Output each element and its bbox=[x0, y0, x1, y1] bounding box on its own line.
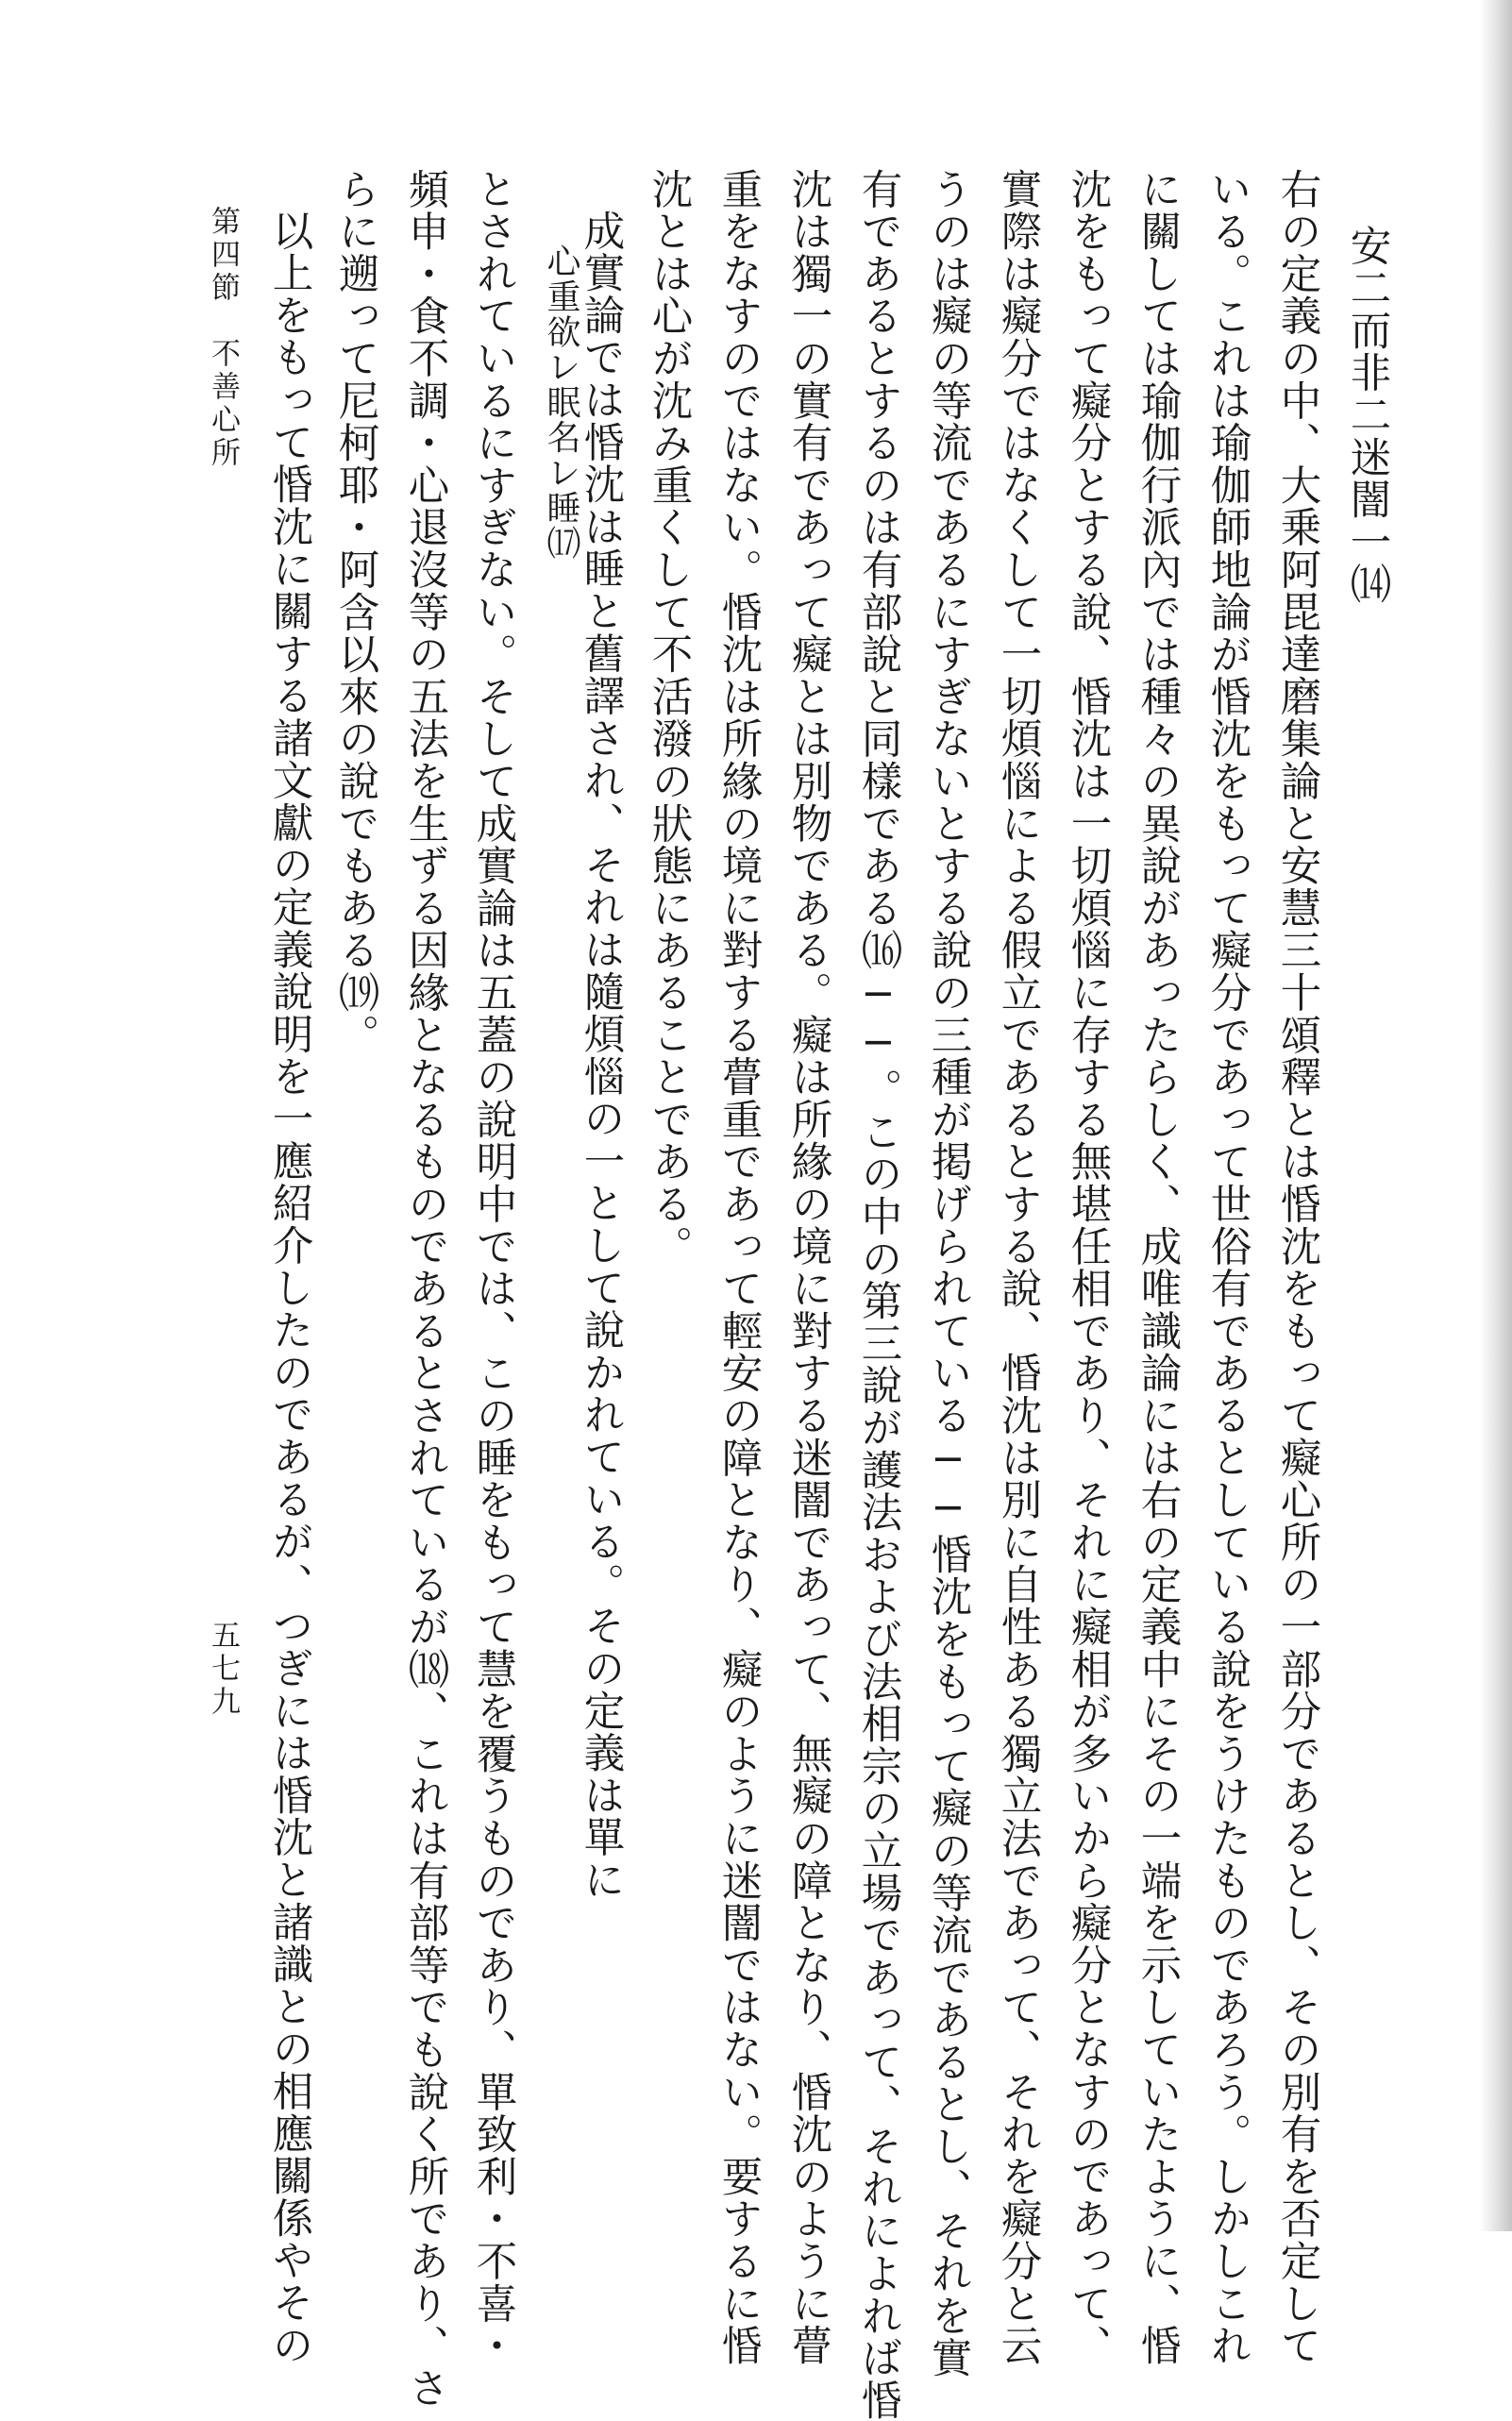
text-column-3: に關しては瑜伽行派內では種々の異說があったらしく、成唯識論には右の定義中にその一端を示していたように、惛 bbox=[1134, 168, 1182, 2367]
text-column-5: 實際は癡分ではなくして一切煩惱による假立であるとする說、惛沈は別に自性ある獨立法であって、それを癡分と云 bbox=[994, 168, 1042, 2367]
text-column-7: 有であるとするのは有部說と同樣である⒃──。この中の第三說が護法および法相宗の立場であって、それによれば惛 bbox=[854, 168, 902, 2421]
text-column-6: うのは癡の等流であるにすぎないとする說の三種が掲げられている──惛沈をもって癡の等流であるとし、それを實 bbox=[924, 168, 972, 2379]
text-column-2: いる。これは瑜伽師地論が惛沈をもって癡分であって世俗有であるとしている說をうけたものであろう。しかしこれ bbox=[1203, 168, 1252, 2367]
text-column-14: 頻申・食不調・心退沒等の五法を生ずる因緣となるものであるとされているが⒅、これは有部等でも說く所であり、さ bbox=[401, 168, 449, 2410]
text-column-13: とされているにすぎない。そして成實論は五蓋の說明中では、この睡をもって慧を覆うものであり、單致利・不喜・ bbox=[469, 168, 517, 2367]
text-column-11: 成實論では惛沈は睡と舊譯され、それは隨煩惱の一として說かれている。その定義は單に bbox=[577, 210, 625, 1901]
quoted-definition: 心重欲レ眠名レ睡⒄ bbox=[542, 244, 580, 561]
text-column-10: 沈とは心が沈み重くして不活潑の狀態にあることである。 bbox=[645, 168, 693, 1268]
text-column-1: 右の定義の中、大乗阿毘達磨集論と安慧三十頌釋とは惛沈をもって癡心所の一部分であるとし、その別有を否定して bbox=[1273, 168, 1321, 2367]
text-column-8: 沈は獨一の實有であって癡とは別物である。癡は所緣の境に對する迷闇であって、無癡の障となり、惛沈のように瞢 bbox=[784, 168, 832, 2367]
text-column-15: らに遡って尼柯耶・阿含以來の說でもある⒆。 bbox=[331, 168, 379, 1056]
footer-section-title: 第四節 不善心所 bbox=[206, 206, 240, 470]
quote-header: 安二而非二迷闇一⒁ bbox=[1343, 225, 1391, 606]
text-column-9: 重をなすのではない。惛沈は所緣の境に對する瞢重であって輕安の障となり、癡のように迷闇ではない。要するに惛 bbox=[714, 168, 763, 2367]
text-column-4: 沈をもって癡分とする說、惛沈は一切煩惱に存する無堪任相であり、それに癡相が多いから癡分となすのであって、 bbox=[1064, 168, 1112, 2367]
scan-shadow-edge bbox=[1480, 0, 1512, 2231]
page-number: 五七九 bbox=[206, 1620, 240, 1719]
text-column-16: 以上をもって惛沈に關する諸文獻の定義說明を一應紹介したのであるが、つぎには惛沈と諸識との相應關係やその bbox=[265, 210, 313, 2366]
